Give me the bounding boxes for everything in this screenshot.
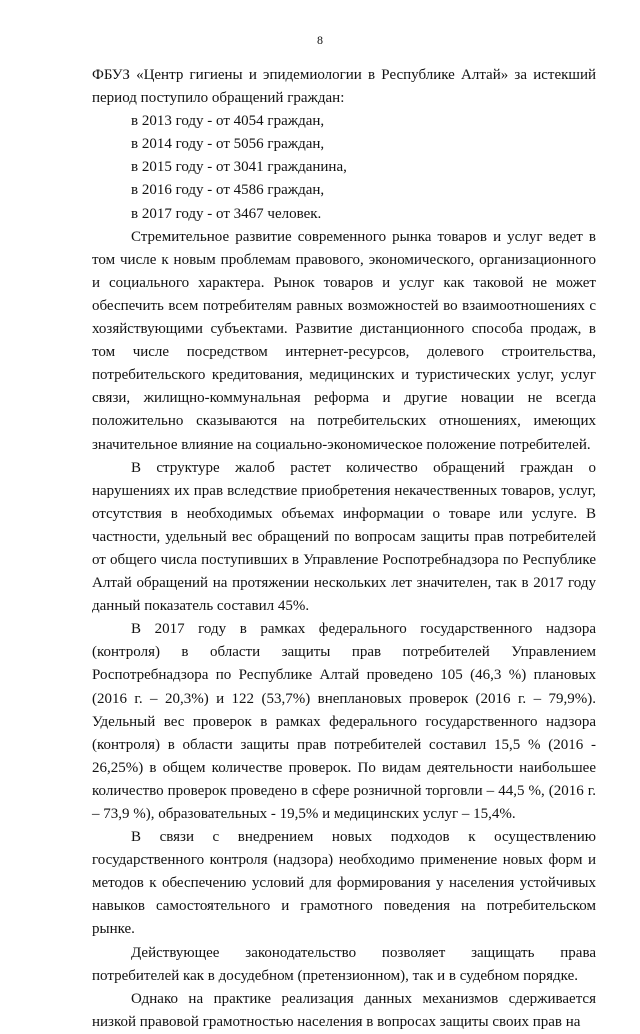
document-body bbox=[92, 64, 596, 1034]
paragraph-complaints-structure: В структуре жалоб растет количество обращений граждан о нарушениях их прав вследствие приобретения некачественных товаров, услуг, отсутствия в необходимых объемах информации о товаре или услуге. В частности, удельный вес обращений по вопросам защиты прав потребителей от общего числа поступивших в Управление Роспотребнадзора по Республике Алтай обращений на протяжении нескольких лет значителен, так в 2017 году данный показатель составил 45%. bbox=[92, 459, 596, 615]
list-item: в 2013 году - от 4054 граждан, bbox=[131, 113, 325, 130]
list-item: в 2014 году - от 5056 граждан, bbox=[131, 136, 325, 153]
paragraph-inspections-2017: В 2017 году в рамках федерального государственного надзора (контроля) в области защиты прав потребителей Управлением Роспотребнадзора по Республике Алтай проведено 105 (46,3 %) плановых (2016 г. – 20,3%) и 122 (53,7%) внеплановых проверок (2016 г. – 79,9%). Удельный вес проверок в рамках федерального государственного надзора (контроля) в области защиты прав потребителей составил 15,5 % (2016 - 26,25%) в общем количестве проверок. По видам деятельности наибольшее количество проверок проведено в сфере розничной торговли – 44,5 %, (2016 г. – 73,9 %), образовательных - 19,5% и медицинских услуг – 15,4%. bbox=[92, 621, 596, 822]
yearly-appeals-list bbox=[92, 110, 596, 225]
paragraph-legislation: Действующее законодательство позволяет защищать права потребителей как в досудебном (претензионном), так и в судебном порядке. bbox=[92, 944, 596, 984]
paragraph-new-approaches: В связи с внедрением новых подходов к осуществлению государственного контроля (надзора) необходимо применение новых форм и методов к обеспечению условий для формирования у населения устойчивых навыков самостоятельного и грамотного поведения на потребительском рынке. bbox=[92, 829, 596, 938]
paragraph-practice: Однако на практике реализация данных механизмов сдерживается низкой правовой грамотностью населения в вопросах защиты своих прав на bbox=[92, 990, 596, 1030]
list-item: в 2015 году - от 3041 гражданина, bbox=[131, 159, 347, 176]
list-item: в 2016 году - от 4586 граждан, bbox=[131, 182, 325, 199]
page-number: 8 bbox=[317, 33, 323, 47]
intro-paragraph: ФБУЗ «Центр гигиены и эпидемиологии в Республике Алтай» за истекший период поступило обращений граждан: bbox=[92, 67, 596, 107]
list-item: в 2017 году - от 3467 человек. bbox=[131, 205, 322, 222]
paragraph-market-development: Стремительное развитие современного рынка товаров и услуг ведет в том числе к новым проблемам правового, экономического, организационного и социального характера. Рынок товаров и услуг как таковой не может обеспечить всем потребителям равных возможностей во взаимоотношениях с хозяйствующими субъектами. Развитие дистанционного способа продаж, в том числе посредством интернет-ресурсов, долевого строительства, потребительского кредитования, медицинских и туристических услуг, услуг связи, жилищно-коммунальная реформа и другие новации не всегда положительно сказываются на потребительских отношениях, имеющих значительное влияние на социально-экономическое положение потребителей. bbox=[92, 228, 596, 453]
